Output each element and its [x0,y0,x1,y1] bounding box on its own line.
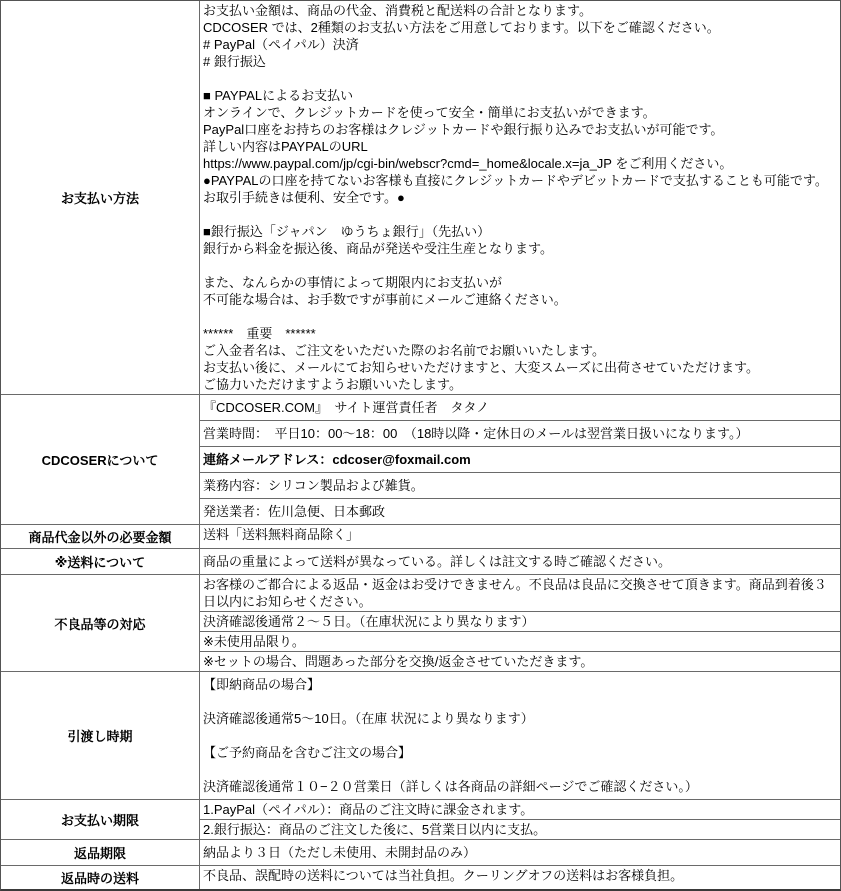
extra-fees-section [200,525,840,548]
row-payment-method [1,1,840,394]
row-header-payment-deadline: お支払い期限 [1,800,200,839]
row-delivery-period [1,671,840,799]
text-line: ご協力いただけますようお願いいたします。 [203,377,462,392]
text-line: 商品の重量によって送料が異なっている。詳しくは註文する時ご確認ください。 [203,554,672,569]
return-deadline-section [200,840,840,865]
set-exchange-section [200,651,840,671]
shipping-carrier-line: 発送業者：佐川急便、日本郵政 [203,504,386,519]
row-content-about-cdcoser [200,395,840,524]
text-line: ※未使用品限り。 [203,634,305,649]
text-line: 詳しい内容はPAYPALのURL [203,139,368,154]
blank-line [203,308,837,325]
instock-heading: 【即納商品の場合】 [203,677,321,692]
blank-line [203,727,837,744]
contact-email-line: 連絡メールアドレス：cdcoser@foxmail.com [203,452,471,467]
row-content-delivery-period [200,672,840,799]
row-return-deadline [1,839,840,865]
row-content-return-shipping [200,866,840,889]
text-line: 決済確認後通常２〜５日。（在庫状況により異なります） [203,614,535,629]
row-header-defective-items: 不良品等の対応 [1,575,200,671]
preorder-heading: 【ご予約商品を含むご注文の場合】 [203,745,412,760]
text-line: 決済確認後通常5〜10日。（在庫 状況により異なります） [203,711,534,726]
row-content-payment-method [200,1,840,394]
business-hours-line: 営業時間： 平日10：00〜18：00 （18時以降・定休日のメールは翌営業日扱いになります。） [203,426,749,441]
row-payment-deadline [1,799,840,839]
row-defective-items [1,574,840,671]
text-line: お支払い後に、メールにてお知らせいただけますと、大変スムーズに出荷させていただけます。 [203,360,760,375]
row-header-payment-method: お支払い方法 [1,1,200,394]
text-line: ご入金者名は、ご注文をいただいた際のお名前でお願いいたします。 [203,343,605,358]
row-shipping-note [1,548,840,574]
row-header-extra-fees: 商品代金以外の必要金額 [1,525,200,548]
blank-line [203,693,837,710]
contact-email-section [200,446,840,472]
row-content-return-deadline [200,840,840,865]
row-about-cdcoser [1,394,840,524]
text-line: 送料「送料無料商品除く」 [203,527,360,542]
shipping-note-section [200,549,840,574]
blank-line [203,206,837,223]
text-line: お客様のご都合による返品・返金はお受けできません。不良品は良品に交換させて頂きます。商品到着後３日以内にお知らせください。 [203,577,827,609]
text-line: オンラインで、クレジットカードを使って安全・簡単にお支払いができます。 [203,105,656,120]
blank-line [203,70,837,87]
site-operator-line: 『CDCOSER.COM』 サイト運営責任者 タタノ [203,400,490,415]
row-extra-fees [1,524,840,548]
row-return-shipping [1,865,840,889]
defective-timing-section [200,611,840,631]
row-header-return-deadline: 返品期限 [1,840,200,865]
text-line: 2.銀行振込：商品のご注文した後に、5営業日以内に支払。 [203,822,547,837]
text-line: ●PAYPALの口座を持てないお客様も直接にクレジットカードやデビットカードで支払することも可能です。 [203,173,828,188]
text-line: また、なんらかの事情によって期限内にお支払いが [203,275,503,290]
row-content-payment-deadline [200,800,840,839]
text-line: 決済確認後通常１０−２０営業日（詳しくは各商品の詳細ページでご確認ください。） [203,779,698,794]
bank-deadline-section [200,819,840,839]
blank-line [203,257,837,274]
text-line: 納品より３日（ただし未使用、未開封品のみ） [203,845,477,860]
row-content-extra-fees [200,525,840,548]
text-line: 不可能な場合は、お手数ですが事前にメールご連絡ください。 [203,292,567,307]
text-line: お支払い金額は、商品の代金、消費税と配送料の合計となります。 [203,3,592,18]
blank-line [203,761,837,778]
business-description-line: 業務内容：シリコン製品および雑貨。 [203,478,424,493]
row-content-defective-items [200,575,840,671]
shipping-carrier-section [200,498,840,524]
payment-method-section [200,1,840,394]
text-line: ※セットの場合、問題あった部分を交換/返金させていただきます。 [203,654,594,669]
text-line: 銀行から料金を振込後、商品が発送や受注生産となります。 [203,241,553,256]
important-heading: ****** 重要 ****** [203,326,316,341]
defective-policy-section [200,575,840,611]
text-line: # 銀行振込 [203,54,266,69]
row-header-delivery-period: 引渡し時期 [1,672,200,799]
row-header-about-cdcoser: CDCOSERについて [1,395,200,524]
business-hours-section [200,420,840,446]
paypal-deadline-section [200,800,840,819]
row-header-shipping-note: ※送料について [1,549,200,574]
unused-only-section [200,631,840,651]
text-line: 不良品、誤配時の送料については当社負担。クーリングオフの送料はお客様負担。 [203,868,684,883]
bank-transfer-heading: ■銀行振込「ジャパン ゆうちょ銀行」（先払い） [203,224,491,239]
paypal-url-line: https://www.paypal.com/jp/cgi-bin/webscr?cmd=_home&locale.x=ja_JP をご利用ください。 [203,156,733,171]
text-line: CDCOSER では、2種類のお支払い方法をご用意しております。以下をご確認ください。 [203,20,720,35]
paypal-heading: ■ PAYPALによるお支払い [203,88,354,103]
text-line: PayPal口座をお持ちのお客様はクレジットカードや銀行振り込みでお支払いが可能です。 [203,122,724,137]
site-operator-section [200,395,840,420]
text-line: お取引手続きは便利、安全です。● [203,190,405,205]
row-content-shipping-note [200,549,840,574]
return-shipping-section [200,866,840,889]
delivery-period-section [200,672,840,799]
text-line: # PayPal（ペイパル）決済 [203,37,359,52]
text-line: 1.PayPal（ペイパル）：商品のご注文時に課金されます。 [203,802,534,817]
row-header-return-shipping: 返品時の送料 [1,866,200,889]
business-description-section [200,472,840,498]
